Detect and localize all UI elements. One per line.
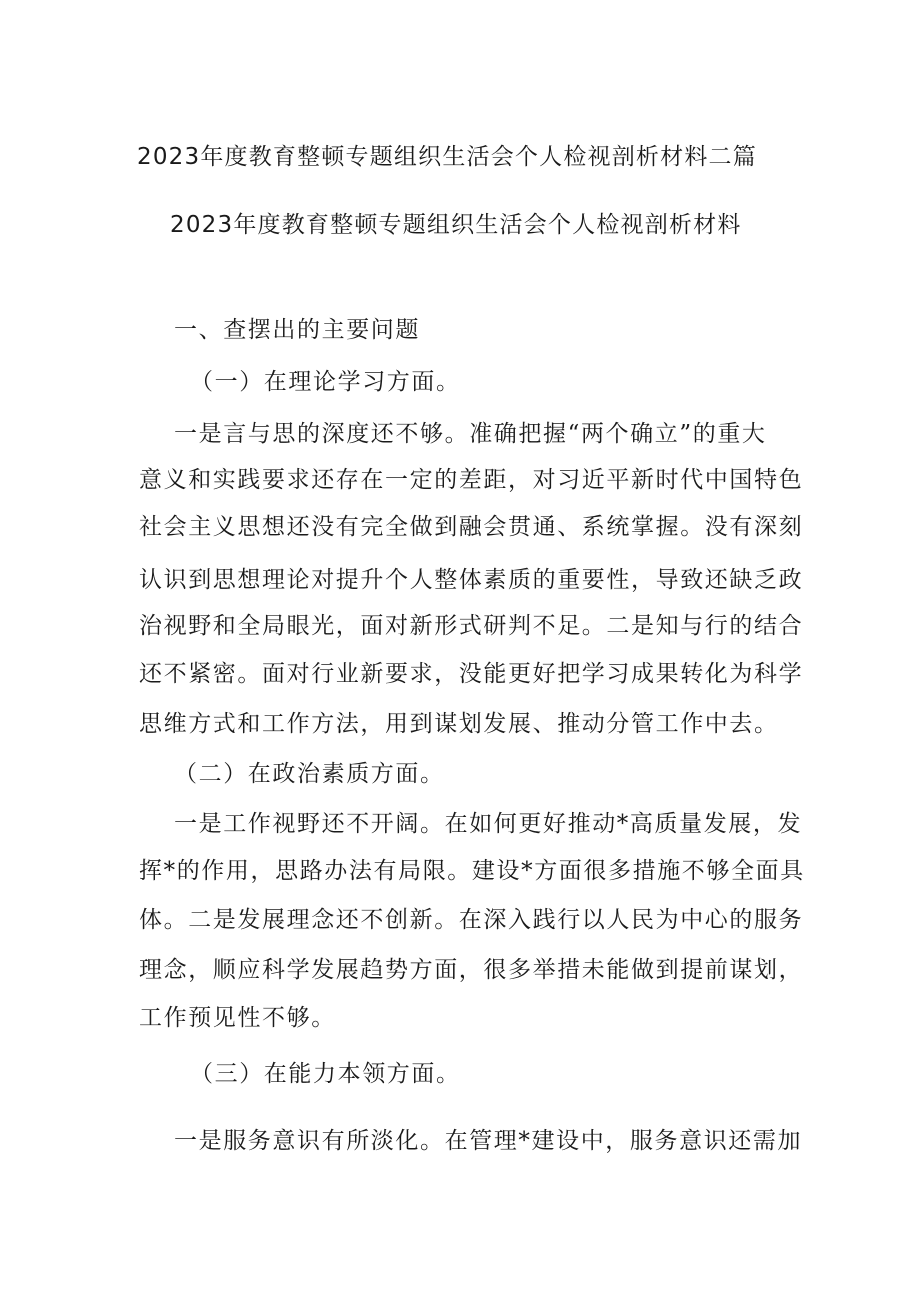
document-subtitle: 2023年度教育整顿专题组织生活会个人检视剖析材料 — [170, 212, 742, 238]
paragraph-line: 治视野和全局眼光，面对新形式研判不足。二是知与行的结合 — [139, 613, 804, 639]
paragraph-line: 认识到思想理论对提升个人整体素质的重要性，导致还缺乏政 — [139, 567, 804, 593]
paragraph-line: 一是工作视野还不开阔。在如何更好推动*高质量发展，发 — [174, 811, 803, 837]
section-heading-political: （二）在政治素质方面。 — [174, 761, 445, 787]
paragraph-line: 理念，顺应科学发展趋势方面，很多举措未能做到提前谋划， — [139, 957, 804, 983]
paragraph-line: 还不紧密。面对行业新要求，没能更好把学习成果转化为科学 — [139, 661, 804, 687]
paragraph-line: 社会主义思想还没有完全做到融会贯通、系统掌握。没有深刻 — [139, 514, 804, 540]
paragraph-line: 一是服务意识有所淡化。在管理*建设中，服务意识还需加 — [174, 1128, 803, 1154]
paragraph-line: 一是言与思的深度还不够。准确把握“两个确立”的重大 — [174, 421, 767, 447]
paragraph-line: 意义和实践要求还存在一定的差距，对习近平新时代中国特色 — [139, 467, 804, 493]
paragraph-line: 思维方式和工作方法，用到谋划发展、推动分管工作中去。 — [139, 711, 779, 737]
document-title: 2023年度教育整顿专题组织生活会个人检视剖析材料二篇 — [137, 144, 757, 170]
paragraph-line: 挥*的作用，思路办法有局限。建设*方面很多措施不够全面具 — [139, 858, 805, 884]
paragraph-line: 体。二是发展理念还不创新。在深入践行以人民为中心的服务 — [139, 907, 804, 933]
heading-main-problems: 一、查摆出的主要问题 — [174, 317, 420, 343]
section-heading-ability: （三）在能力本领方面。 — [190, 1061, 461, 1087]
section-heading-theory: （一）在理论学习方面。 — [190, 369, 461, 395]
paragraph-line: 工作预见性不够。 — [139, 1005, 336, 1031]
